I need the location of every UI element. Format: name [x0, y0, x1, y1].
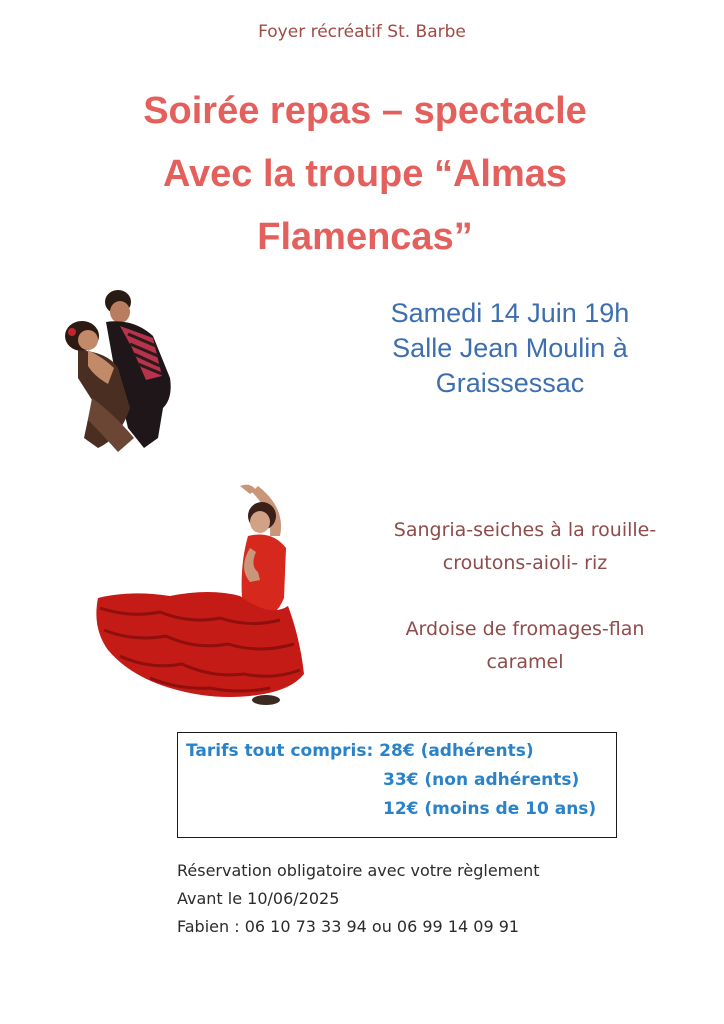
menu-line-4: caramel — [486, 651, 564, 673]
event-venue: Salle Jean Moulin à — [392, 333, 628, 363]
menu-dishes — [360, 514, 690, 580]
event-details — [340, 296, 680, 401]
reservation-info — [177, 857, 540, 941]
event-town: Graissessac — [435, 368, 585, 398]
organizer-name: Foyer récréatif St. Barbe — [258, 22, 466, 42]
tarifs-box — [177, 732, 617, 838]
flamenco-dancer-photo — [90, 478, 310, 710]
tarif-children: 12€ (moins de 10 ans) — [383, 799, 597, 819]
menu-line-3: Ardoise de fromages-flan — [405, 618, 645, 640]
title-line-2: Avec la troupe “Almas — [162, 153, 568, 195]
menu-desserts — [360, 613, 690, 679]
title-line-1: Soirée repas – spectacle — [143, 90, 587, 132]
flamenco-couple-photo — [58, 288, 188, 454]
tarif-adherents: Tarifs tout compris: 28€ (adhérents) — [186, 741, 534, 761]
menu-line-1: Sangria-seiches à la rouille- — [393, 519, 657, 541]
reservation-note: Réservation obligatoire avec votre règlement — [177, 861, 540, 880]
page-title — [40, 80, 690, 269]
reservation-contact: Fabien : 06 10 73 33 94 ou 06 99 14 09 91 — [177, 917, 520, 936]
reservation-deadline: Avant le 10/06/2025 — [177, 889, 340, 908]
event-date: Samedi 14 Juin 19h — [390, 298, 630, 328]
title-line-3: Flamencas” — [257, 216, 473, 258]
tarif-non-adherents: 33€ (non adhérents) — [383, 770, 580, 790]
menu-line-2: croutons-aioli- riz — [442, 552, 608, 574]
